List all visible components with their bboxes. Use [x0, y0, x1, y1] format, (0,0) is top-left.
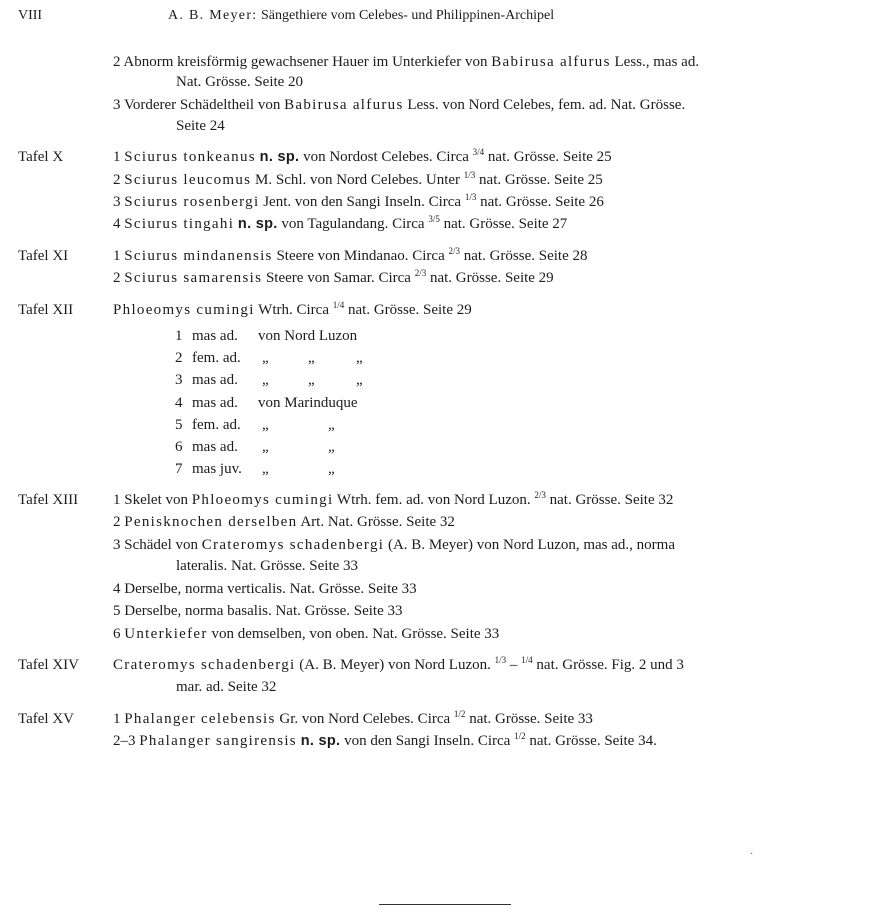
tafel-xii-row	[175, 370, 363, 390]
item-number: 1	[113, 149, 121, 165]
item-number: 2	[113, 270, 121, 286]
fraction: 1/4	[332, 300, 345, 310]
species-name: Crateromys schadenbergi	[201, 537, 385, 553]
fraction: 1/4	[521, 655, 533, 665]
item-number: 2	[113, 514, 121, 530]
ditto-mark: „	[262, 461, 269, 477]
tafel-xv-label: Tafel XV	[18, 711, 75, 727]
intro-item-2-text-b: Less., mas ad.	[614, 54, 700, 70]
header-author: A. B. Meyer:	[168, 8, 258, 23]
tafel-x-item-3	[113, 192, 604, 212]
ditto-mark: „	[356, 350, 363, 366]
item-text: (A. B. Meyer) von Nord Luzon.	[299, 657, 491, 673]
stray-mark: ·	[750, 849, 754, 860]
item-tail: nat. Grösse. Seite 28	[463, 248, 588, 264]
row-number: 5	[175, 417, 183, 433]
tafel-xiv-label: Tafel XIV	[18, 657, 80, 673]
item-tail: nat. Grösse. Seite 33	[469, 711, 593, 727]
tafel-xiii-item-2	[113, 512, 455, 532]
item-tail: nat. Grösse. Seite 25	[479, 172, 603, 188]
ditto-mark: „	[262, 439, 269, 455]
tafel-xi-label: Tafel XI	[18, 248, 69, 264]
fraction: 2/3	[414, 268, 427, 278]
tafel-xv-item-2	[113, 731, 657, 751]
item-text: Gr. von Nord Celebes. Circa	[279, 711, 451, 727]
header-title: Sängethiere vom Celebes- und Philippinen-Archipel	[260, 8, 555, 23]
row-sex: fem. ad.	[192, 350, 241, 366]
ditto-mark: „	[328, 439, 335, 455]
row-sex: mas juv.	[192, 461, 242, 477]
new-species-mark: n. sp.	[237, 216, 278, 232]
ditto-mark: „	[262, 372, 269, 388]
page-number: VIII	[18, 8, 43, 23]
item-number: 3	[113, 194, 121, 210]
tafel-xi-item-2	[113, 268, 554, 288]
item-number: 2	[113, 172, 121, 188]
tafel-xii-row	[175, 326, 357, 346]
tafel-xiii-label: Tafel XIII	[18, 492, 79, 508]
tafel-xiii-item-1	[113, 490, 673, 510]
intro-item-3-cont: Seite 24	[176, 118, 225, 134]
item-text: 1 Skelet von	[113, 492, 188, 508]
fraction: 1/3	[464, 192, 477, 202]
species-name: Phloeomys cumingi	[191, 492, 334, 508]
end-rule	[379, 904, 511, 905]
item-tail: nat. Grösse. Seite 27	[443, 216, 568, 232]
item-subject: Unterkiefer	[124, 626, 208, 642]
new-species-mark: n. sp.	[259, 149, 300, 165]
intro-item-2-text: 2 Abnorm kreisförmig gewachsener Hauer im Unterkiefer von	[113, 54, 488, 70]
intro-item-2	[113, 52, 699, 72]
fraction: 2/3	[448, 246, 460, 256]
row-number: 3	[175, 372, 183, 388]
row-number: 7	[175, 461, 183, 477]
item-text: Wtrh. Circa	[258, 302, 329, 318]
ditto-mark: „	[308, 350, 315, 366]
item-tail: nat. Grösse. Fig. 2 und 3	[536, 657, 684, 673]
fraction: 3/4	[472, 147, 485, 157]
item-text: von Tagulandang. Circa	[281, 216, 425, 232]
row-sex: mas ad.	[192, 328, 238, 344]
tafel-xiii-item-3	[113, 535, 675, 555]
ditto-mark: „	[262, 417, 269, 433]
item-text: 3 Schädel von	[113, 537, 198, 553]
row-number: 6	[175, 439, 183, 455]
ditto-mark: „	[328, 417, 335, 433]
new-species-mark: n. sp.	[300, 733, 341, 749]
item-number: 6	[113, 626, 121, 642]
ditto-mark: „	[262, 350, 269, 366]
tafel-x-label: Tafel X	[18, 149, 64, 165]
species-name: Sciurus rosenbergi	[124, 194, 260, 210]
fraction: 1/3	[494, 655, 507, 665]
species-name: Phloeomys cumingi	[113, 302, 255, 318]
tafel-x-item-2	[113, 170, 603, 190]
tafel-xi-item-1	[113, 246, 587, 266]
fraction: 2/3	[534, 490, 546, 500]
species-name: Phalanger sangirensis	[139, 733, 297, 749]
item-text: von den Sangi Inseln. Circa	[344, 733, 511, 749]
species-name: Sciurus leucomus	[124, 172, 252, 188]
range-dash: –	[509, 657, 518, 673]
tafel-xii-heading	[113, 300, 472, 320]
intro-item-2-species: Babirusa alfurus	[491, 54, 611, 70]
species-name: Phalanger celebensis	[124, 711, 276, 727]
tafel-x-item-4	[113, 214, 567, 234]
species-name: Sciurus mindanensis	[124, 248, 273, 264]
row-locality: von Marinduque	[258, 395, 358, 411]
item-text: Steere von Samar. Circa	[265, 270, 411, 286]
tafel-xiv-cont: mar. ad. Seite 32	[176, 679, 277, 695]
item-number: 1	[113, 711, 121, 727]
item-text: M. Schl. von Nord Celebes. Unter	[255, 172, 461, 188]
row-sex: mas ad.	[192, 372, 238, 388]
item-text: Art. Nat. Grösse. Seite 32	[300, 514, 455, 530]
running-header	[168, 6, 554, 26]
fraction: 3/5	[428, 214, 440, 224]
item-text-b: (A. B. Meyer) von Nord Luzon, mas ad., norma	[387, 537, 675, 553]
fraction: 1/2	[453, 709, 466, 719]
tafel-xiii-item-4: 4 Derselbe, norma verticalis. Nat. Grösse. Seite 33	[113, 581, 417, 597]
row-number: 2	[175, 350, 183, 366]
item-text: Steere von Mindanao. Circa	[276, 248, 445, 264]
species-name: Sciurus tonkeanus	[124, 149, 256, 165]
intro-item-3-text: 3 Vorderer Schädeltheil von	[113, 97, 281, 113]
item-text: von Nordost Celebes. Circa	[303, 149, 469, 165]
item-text: Jent. von den Sangi Inseln. Circa	[263, 194, 462, 210]
species-name: Sciurus tingahi	[124, 216, 235, 232]
item-subject: Penisknochen derselben	[124, 514, 298, 530]
row-number: 4	[175, 395, 183, 411]
tafel-xii-row	[175, 348, 363, 368]
item-text: von demselben, von oben. Nat. Grösse. Seite 33	[211, 626, 500, 642]
tafel-xiv-heading	[113, 655, 684, 675]
tafel-xv-item-1	[113, 709, 593, 729]
intro-item-3	[113, 95, 685, 115]
tafel-xiii-item-5: 5 Derselbe, norma basalis. Nat. Grösse. Seite 33	[113, 603, 403, 619]
tafel-xii-row	[175, 437, 335, 457]
fraction: 1/3	[463, 170, 476, 180]
intro-item-2-cont: Nat. Grösse. Seite 20	[176, 74, 304, 90]
tafel-xii-row	[175, 459, 335, 479]
species-name: Sciurus samarensis	[124, 270, 263, 286]
row-sex: fem. ad.	[192, 417, 241, 433]
ditto-mark: „	[328, 461, 335, 477]
row-sex: mas ad.	[192, 395, 238, 411]
item-tail: nat. Grösse. Seite 34.	[529, 733, 657, 749]
tafel-xii-row	[175, 393, 358, 413]
item-tail: nat. Grösse. Seite 29	[348, 302, 472, 318]
row-locality: von Nord Luzon	[258, 328, 358, 344]
item-tail: nat. Grösse. Seite 29	[429, 270, 554, 286]
intro-item-3-species: Babirusa alfurus	[284, 97, 404, 113]
intro-item-3-text-b: Less. von Nord Celebes, fem. ad. Nat. Grösse.	[407, 97, 686, 113]
item-tail: nat. Grösse. Seite 26	[480, 194, 604, 210]
item-text-b: Wtrh. fem. ad. von Nord Luzon.	[336, 492, 531, 508]
item-number: 4	[113, 216, 121, 232]
fraction: 1/2	[514, 731, 526, 741]
item-tail: nat. Grösse. Seite 25	[487, 149, 612, 165]
tafel-xiii-item-3-cont: lateralis. Nat. Grösse. Seite 33	[176, 558, 359, 574]
row-number: 1	[175, 328, 183, 344]
row-sex: mas ad.	[192, 439, 238, 455]
ditto-mark: „	[356, 372, 363, 388]
item-number: 1	[113, 248, 121, 264]
item-number: 2–3	[113, 733, 136, 749]
species-name: Crateromys schadenbergi	[113, 657, 296, 673]
ditto-mark: „	[308, 372, 315, 388]
tafel-xiii-item-6	[113, 624, 499, 644]
tafel-xii-label: Tafel XII	[18, 302, 74, 318]
item-tail: nat. Grösse. Seite 32	[549, 492, 674, 508]
tafel-xii-row	[175, 415, 335, 435]
tafel-x-item-1	[113, 147, 612, 167]
